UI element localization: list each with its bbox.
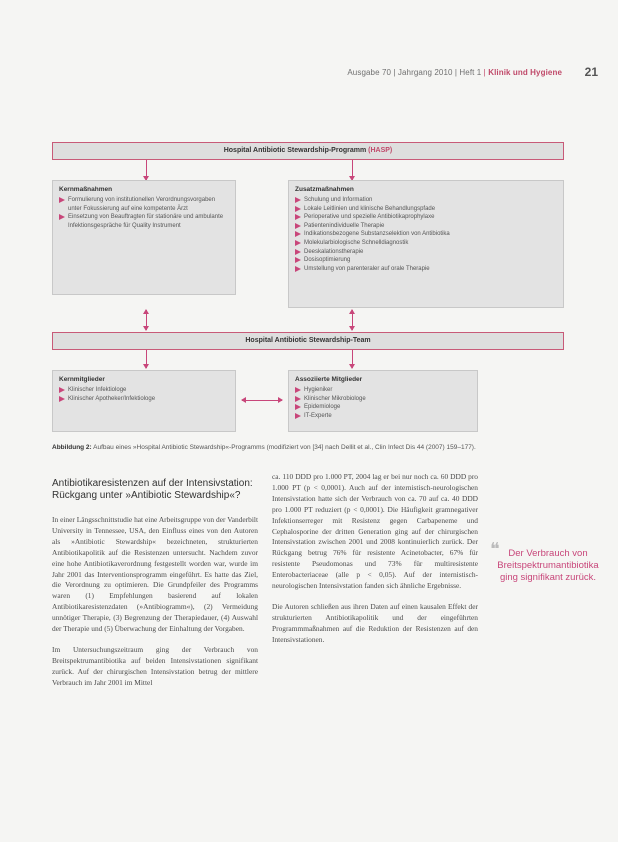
section-heading: Antibiotikaresistenzen auf der Intensivstation: Rückgang unter »Antibiotic Stewardship«? — [52, 478, 253, 501]
core-measures-title: Kernmaßnahmen — [59, 186, 113, 193]
arrow-down-right — [352, 160, 353, 180]
team-bar-label: Hospital Antibiotic Stewardship-Team — [245, 337, 371, 344]
associated-members-title: Assoziierte Mitglieder — [295, 376, 363, 383]
figure-diagram — [52, 140, 564, 436]
additional-measures-box — [288, 180, 564, 308]
bullet-icon — [295, 387, 301, 393]
bullet-icon — [59, 214, 65, 220]
paragraph: ca. 110 DDD pro 1.000 PT, 2004 lag er bei nur noch ca. 60 DDD pro 1.000 PT (p < 0,0001). Auch auf der internistisch-neurologischen Intensivstation hatte sich der Verbrauch von ca. 70 auf ca. 40 DDD pro 1.000 PT reduziert (p < 0,0001). Die Häufigkeit gramnegativer Infektionserreger mit Resistenz gegen Carbapeneme und Cephalosporine der dritten Generation ging auf der chirurgischen Intensivstation zwischen 2001 und 2008 kontinuierlich zurück. Der Rückgang betrug 76% für resistente Acinetobacter, 67% für resistente Pseudomonas und 73% für multiresistente Enterobacteriaceae (alle p < 0,05). Auf der internistisch-neurologischen Intensivstation fanden sich ähnliche Ergebnisse. — [272, 472, 478, 591]
list-item: Indikationsbezogene Substanzselektion von Antibiotika — [295, 230, 557, 239]
quote-icon: ❝ — [490, 539, 500, 560]
additional-measures-title: Zusatzmaßnahmen — [295, 186, 354, 193]
associated-members-list — [295, 386, 471, 420]
list-item: Klinischer Infektiologe — [59, 386, 229, 395]
right-column — [272, 472, 478, 656]
hasp-bar — [52, 142, 564, 160]
list-item: Klinischer Mikrobiologe — [295, 395, 471, 404]
paragraph: In einer Längsschnittstudie hat eine Arbeitsgruppe von der Vanderbilt University in Tennessee, USA, den Einfluss eines von den Autoren als »Antibiotic Stewardship« bezeichneten, strukturierten Antibiotikapolitik auf die Resistenzen untersucht. Nachdem zuvor eine hohe Antibiotikaverordnung festgestellt worden war, wurde im Jahr 2001 das Interventionsprogramm eingeführt. Es hatte das Ziel, die Verordnung zu optimieren. Die Grundpfeiler des Programms waren (1) Empfehlungen basierend auf lokalen Antibiotikaresistenzdaten (»Antibiogramm«), (2) Vermeidung unnötiger Therapie, (3) Begrenzung der Therapiedauer, (4) Auswahl der Therapie und (5) Überwachung der Einhaltung der Vorgaben. — [52, 515, 258, 634]
bullet-icon — [295, 206, 301, 212]
figure-caption — [52, 443, 522, 452]
arrow-horizontal — [242, 400, 282, 401]
list-item: Lokale Leitlinien und klinische Behandlungspfade — [295, 205, 557, 214]
bullet-icon — [295, 257, 301, 263]
list-item: Perioperative und spezielle Antibiotikaprophylaxe — [295, 213, 557, 222]
arrow-down-team-left — [146, 350, 147, 368]
bullet-icon — [295, 231, 301, 237]
hasp-bar-label: Hospital Antibiotic Stewardship-Programm — [223, 147, 367, 154]
core-measures-list — [59, 196, 229, 230]
core-members-list — [59, 386, 229, 403]
bullet-icon — [295, 266, 301, 272]
list-item: Patientenindividuelle Therapie — [295, 222, 557, 231]
bullet-icon — [295, 223, 301, 229]
arrow-bidirectional-left — [146, 310, 147, 330]
core-members-box — [52, 370, 236, 432]
caption-text: Aufbau eines »Hospital Antibiotic Stewardship«-Programms (modifiziert von [34] nach Dellit et al., Clin Infect Dis 44 (2007) 159–177). — [93, 444, 476, 451]
associated-members-box — [288, 370, 478, 432]
arrow-down-left — [146, 160, 147, 180]
list-item: Einsetzung von Beauftragten für stationäre und ambulante Infektionsgespräche für Quality Instrument — [59, 213, 229, 230]
bullet-icon — [59, 197, 65, 203]
additional-measures-list — [295, 196, 557, 273]
list-item: Epidemiologe — [295, 403, 471, 412]
bullet-icon — [295, 413, 301, 419]
team-bar — [52, 332, 564, 350]
bullet-icon — [295, 197, 301, 203]
bullet-icon — [59, 396, 65, 402]
page-header — [0, 64, 618, 84]
bullet-icon — [295, 240, 301, 246]
core-measures-box — [52, 180, 236, 295]
arrow-bidirectional-right — [352, 310, 353, 330]
list-item: IT-Experte — [295, 412, 471, 421]
bullet-icon — [295, 404, 301, 410]
paragraph: Im Untersuchungszeitraum ging der Verbrauch von Breitspektrumantibiotika auf beiden Intensivstationen signifikant zurück. Auf der chirurgischen Intensivstation betrug der mittlere Verbrauch im Jahr 2001 im Mittel — [52, 644, 258, 687]
list-item: Formulierung von institutionellen Verordnungsvorgaben unter Fokussierung auf eine kompetente Ärzt — [59, 196, 229, 213]
pull-quote-text: Der Verbrauch von Breitspektrumantibiotika ging signifikant zurück. — [497, 548, 599, 583]
arrow-down-team-right — [352, 350, 353, 368]
list-item: Deeskalationstherapie — [295, 248, 557, 257]
journal-meta — [347, 68, 562, 77]
hasp-bar-acronym: (HASP) — [368, 147, 393, 154]
pull-quote — [490, 539, 604, 584]
left-column — [52, 515, 258, 699]
list-item: Schulung und Information — [295, 196, 557, 205]
paragraph: Die Autoren schließen aus ihren Daten auf einen kausalen Effekt der strukturierten Antibiotikapolitik und der eingeführten Programmmaßnahmen auf die Reduktion der Resistenzen auf den Intensivstationen. — [272, 601, 478, 644]
bullet-icon — [295, 249, 301, 255]
header-separator: | — [483, 68, 486, 77]
list-item: Klinischer Apotheker/Infektiologe — [59, 395, 229, 404]
list-item: Molekularbiologische Schnelldiagnostik — [295, 239, 557, 248]
list-item: Umstellung von parenteraler auf orale Therapie — [295, 265, 557, 274]
bullet-icon — [295, 214, 301, 220]
journal-issue: Ausgabe 70 | Jahrgang 2010 | Heft 1 — [347, 68, 482, 77]
section-name: Klinik und Hygiene — [488, 68, 562, 77]
caption-label: Abbildung 2: — [52, 444, 92, 451]
list-item: Dosisoptimierung — [295, 256, 557, 265]
bullet-icon — [295, 396, 301, 402]
page-number: 21 — [584, 65, 598, 79]
core-members-title: Kernmitglieder — [59, 376, 105, 383]
list-item: Hygieniker — [295, 386, 471, 395]
bullet-icon — [59, 387, 65, 393]
